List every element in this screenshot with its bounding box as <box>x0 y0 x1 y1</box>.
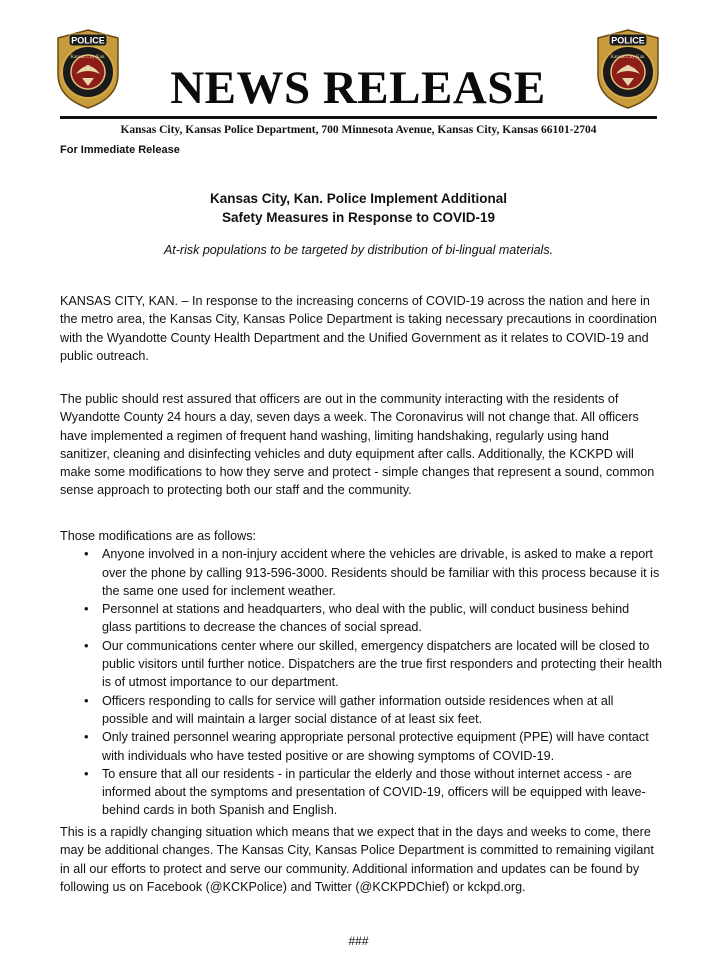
list-item: • Personnel at stations and headquarters, who deal with the public, will conduct business behind glass partitions to decrease the chances of social spread. <box>60 600 662 637</box>
modifications-intro: Those modifications are as follows: <box>60 529 256 543</box>
article-subtitle: At-risk populations to be targeted by distribution of bi-lingual materials. <box>163 243 554 257</box>
paragraph-intro: KANSAS CITY, KAN. – In response to the increasing concerns of COVID-19 across the nation and here in the metro area, the Kansas City, Kansas Police Department is taking necessary precautions in coordination with the Wyandotte County Health Department and the Unified Government as it relates to COVID-19 and public outreach. <box>60 294 657 363</box>
article-title-line-1: Kansas City, Kan. Police Implement Additional <box>209 191 508 206</box>
header-divider <box>60 116 657 119</box>
police-badge-right-icon <box>592 28 664 110</box>
paragraph-assurance: The public should rest assured that officers are out in the community interacting with the residents of Wyandotte County 24 hours a day, seven days a week. The Coronavirus will not change that. All officers have implemented a regimen of frequent hand washing, limiting handshaking, regularly using hand sanitizer, cleaning and disinfecting vehicles and duty equipment after calls. Additionally, the KCKPD will make some modifications to how they serve and protect - simple changes that represent a sound, common sense approach to protecting both our staff and the community. <box>60 392 655 498</box>
paragraph-closing: This is a rapidly changing situation which means that we expect that in the days and weeks to come, there may be additional changes. The Kansas City, Kansas Police Department is committed to remaining vigilant in all our efforts to protect and serve our community. Additional information and updates can be found by following us on Facebook (@KCKPolice) and Twitter (@KCKPDChief) or kckpd.org. <box>60 825 654 894</box>
release-label: For Immediate Release <box>60 144 180 156</box>
modifications-list <box>60 545 663 819</box>
modifications-section <box>60 527 663 820</box>
department-address: Kansas City, Kansas Police Department, 700 Minnesota Avenue, Kansas City, Kansas 66101-2704 <box>120 124 597 136</box>
list-item: • Our communications center where our skilled, emergency dispatchers are located will be closed to public visitors until further notice. Dispatchers are the true first responders and protecting their health is of utmost importance to our department. <box>60 637 662 692</box>
badge-right-city: Kansas City Kan. <box>610 55 646 60</box>
list-item: • Officers responding to calls for service will gather information outside residences when at all possible and will maintain a larger social distance of at least six feet. <box>60 692 662 729</box>
police-badge-left-icon <box>52 28 124 110</box>
end-mark: ### <box>348 934 369 948</box>
page-headline: NEWS RELEASE <box>170 62 546 114</box>
list-item: • Anyone involved in a non-injury accident where the vehicles are drivable, is asked to make a report over the phone by calling 913-596-3000. Residents should be familiar with this process because it is the same one used for inclement weather. <box>60 545 662 600</box>
article-title-line-2: Safety Measures in Response to COVID-19 <box>221 210 496 225</box>
list-item: • Only trained personnel wearing appropriate personal protective equipment (PPE) will have contact with individuals who have tested positive or are showing symptoms of COVID-19. <box>60 728 662 765</box>
list-item: • To ensure that all our residents - in particular the elderly and those without internet access - are informed about the symptoms and presentation of COVID-19, officers will be equipped with leave-behind cards in both Spanish and English. <box>60 765 662 820</box>
badge-left-label: POLICE <box>71 35 105 46</box>
badge-left-city: Kansas City Kan. <box>70 55 106 60</box>
badge-right-label: POLICE <box>611 35 645 46</box>
article-title <box>60 189 657 227</box>
